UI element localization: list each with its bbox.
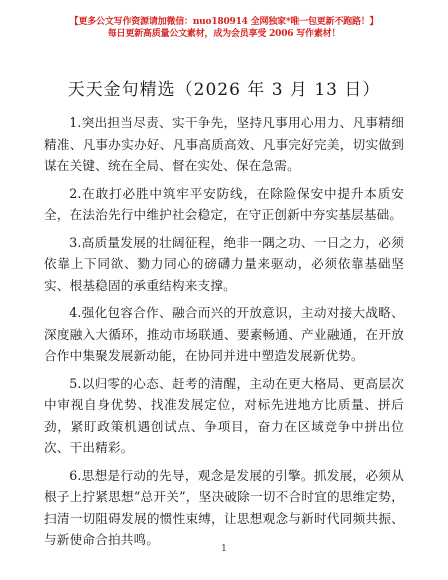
document-body: [44, 112, 404, 551]
promo-banner-line-2: 每日更新高质量公文素材，成为会员享受 2006 写作素材！: [107, 29, 341, 39]
paragraph-4: 4.强化包容合作、融合而兴的开放意识，主动对接大战略、深度融入大循环，推动市场联通、要素畅通、产业融通，在开放合作中集聚发展新动能，在协同并进中塑造发展新优势。: [44, 305, 404, 363]
promo-banner-line-1: 【更多公文写作资源请加微信：nuo180914 全网独家*唯一包更新不跑路！】: [69, 17, 379, 27]
promo-banner: [44, 0, 404, 40]
paragraph-1: 1.突出担当尽责、实干争先，坚持凡事用心用力、凡事精细精准、凡事办实办好、凡事高质高效、凡事完好完美，切实做到谋在关键、统在全局、督在实处、保在急需。: [44, 115, 404, 173]
document-title: 天天金句精选（2026 年 3 月 13 日）: [67, 80, 381, 100]
paragraph-3: 3.高质量发展的壮阔征程，绝非一隅之功、一日之力，必须依靠上下同欲、勠力同心的磅礴力量来驱动，必须依靠基础坚实、根基稳固的承重结构来支撑。: [44, 234, 404, 293]
paragraph-5: 5.以归零的心态、赶考的清醒，主动在更大格局、更高层次中审视自身优势、找准发展定位，对标先进地方比质量、拼后劲，紧盯政策机遇创试点、争项目，奋力在区域竞争中拼出位次、干出精彩。: [44, 375, 404, 455]
paragraph-6: 6.思想是行动的先导，观念是发展的引擎。抓发展，必须从根子上拧紧思想“总开关”，坚决破除一切不合时宜的思维定势，扫清一切阻碍发展的惯性束缚，让思想观念与新时代同频共振、与新使命合拍共鸣。: [44, 467, 404, 547]
page-number: 1: [221, 544, 227, 554]
paragraph-2: 2.在敢打必胜中筑牢平安防线，在除险保安中提升本质安全，在法治先行中维护社会稳定，在守正创新中夯实基层基础。: [44, 185, 404, 222]
